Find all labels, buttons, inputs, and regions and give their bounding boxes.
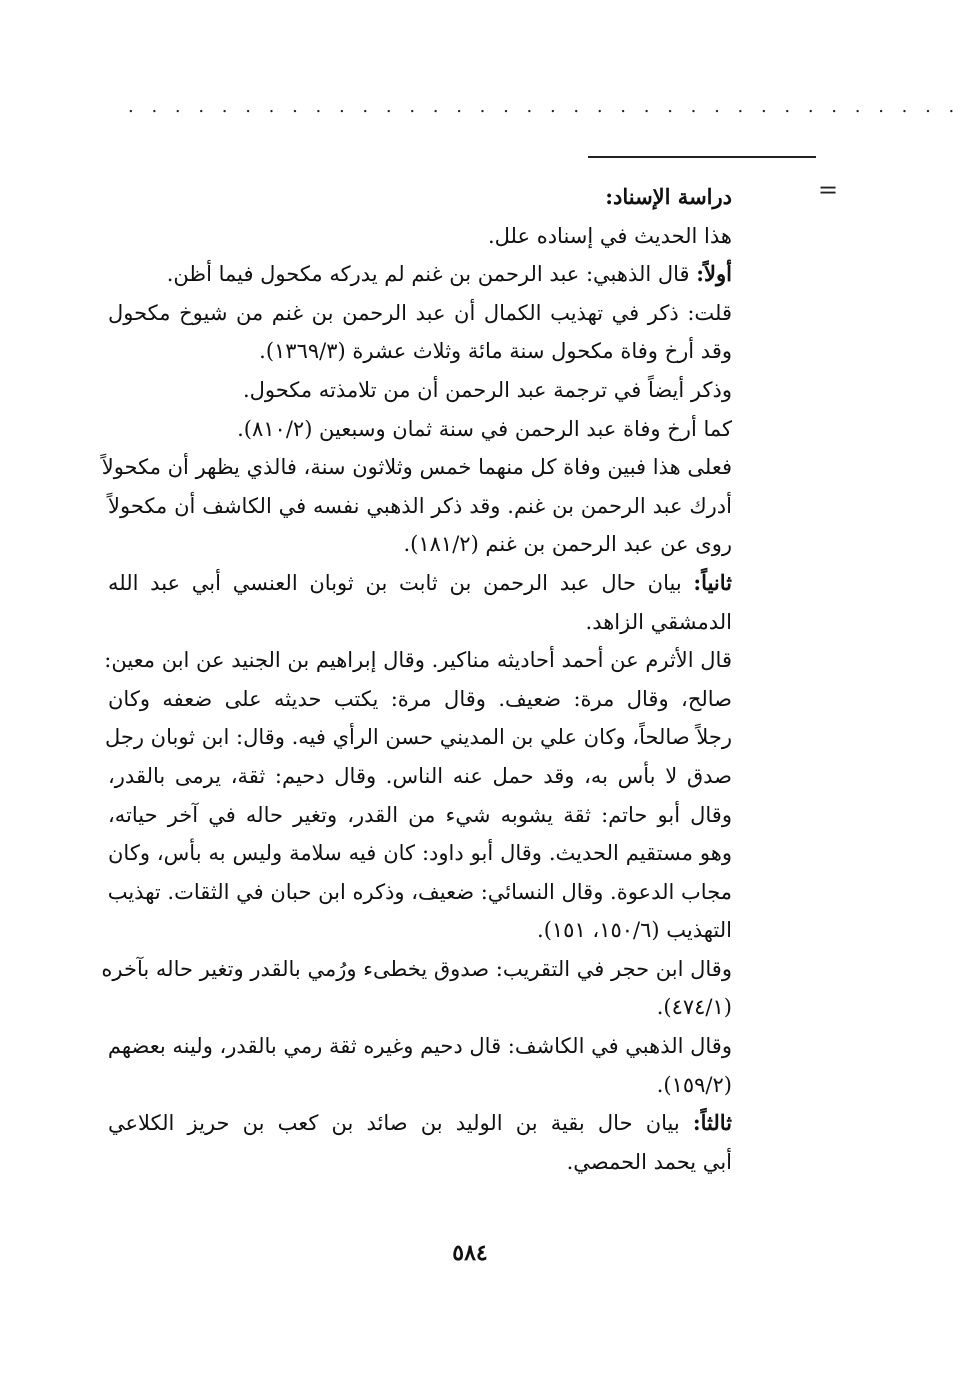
- section-heading: دراسة الإسناد:: [605, 184, 732, 209]
- text-line: [108, 217, 732, 256]
- text-line: [101, 950, 732, 989]
- line-text: هذا الحديث في إسناده علل.: [487, 223, 732, 248]
- margin-marker: =: [818, 176, 839, 204]
- line-text: وقد أرخ وفاة مكحول سنة مائة وثلاث عشرة (١٣٦٩/٣).: [259, 339, 732, 364]
- line-text: صالح، وقال مرة: ضعيف. وقال مرة: يكتب حديثه على ضعفه وكان: [108, 686, 732, 711]
- text-line: [108, 1027, 732, 1066]
- line-text: روى عن عبد الرحمن بن غنم (١٨١/٢).: [403, 532, 732, 557]
- line-text: فعلى هذا فبين وفاة كل منهما خمس وثلاثون سنة، فالذي يظهر أن مكحولاً: [101, 455, 732, 480]
- text-line: [108, 603, 732, 642]
- line-lead-label: ثالثاً:: [692, 1110, 732, 1136]
- text-line: [108, 332, 732, 371]
- page-number: ٥٨٤: [452, 1240, 488, 1266]
- line-text: وقال ابن حجر في التقريب: صدوق يخطىء ورُمي بالقدر وتغير حاله بآخره: [101, 956, 732, 981]
- line-text: وذكر أيضاً في ترجمة عبد الرحمن أن من تلامذته مكحول.: [242, 377, 732, 402]
- text-line: [108, 873, 732, 912]
- text-line: [108, 988, 732, 1027]
- text-line: [108, 1066, 732, 1105]
- line-text: مجاب الدعوة. وقال النسائي: ضعيف، وذكره ابن حبان في الثقات. تهذيب: [107, 879, 732, 904]
- line-text: قال الأثرم عن أحمد أحاديثه مناكير. وقال إبراهيم بن الجنيد عن ابن معين:: [104, 648, 732, 673]
- line-text: (٤٧٤/١).: [656, 995, 732, 1020]
- text-line: [108, 834, 732, 873]
- text-line: [108, 564, 732, 603]
- line-text: بيان حال بقية بن الوليد بن صائد بن كعب بن حريز الكلاعي: [108, 1111, 693, 1136]
- text-line: [104, 718, 732, 757]
- text-lines: [101, 217, 732, 1182]
- top-dotted-leader: . . . . . . . . . . . . . . . . . . . . . . . . . . . . . . . . . . . .: [128, 96, 960, 117]
- text-line: [108, 525, 732, 564]
- line-text: أبي يحمد الحمصي.: [566, 1149, 732, 1174]
- line-text: بيان حال عبد الرحمن بن ثابت بن ثوبان العنسي أبي عبد الله: [108, 570, 694, 595]
- line-text: (١٥٩/٢).: [656, 1072, 732, 1097]
- line-text: التهذيب (١٥٠/٦، ١٥١).: [537, 918, 732, 943]
- text-line: [108, 410, 732, 449]
- line-lead-label: ثانياً:: [693, 569, 732, 595]
- text-line: [108, 1104, 732, 1143]
- text-line: [108, 680, 732, 719]
- text-line: [108, 911, 732, 950]
- line-text: الدمشقي الزاهد.: [585, 609, 732, 634]
- text-line: [108, 371, 732, 410]
- line-lead-label: أولاً:: [696, 261, 732, 287]
- line-text: أدرك عبد الرحمن بن غنم. وقد ذكر الذهبي نفسه في الكاشف أن مكحولاً: [108, 493, 732, 518]
- line-text: قلت: ذكر في تهذيب الكمال أن عبد الرحمن بن غنم من شيوخ مكحول: [108, 300, 732, 325]
- line-text: وهو مستقيم الحديث. وقال أبو داود: كان فيه سلامة وليس به بأس، وكان: [108, 841, 732, 866]
- line-text: وقال أبو حاتم: ثقة يشوبه شيء من القدر، وتغير حاله في آخر حياته،: [108, 802, 732, 827]
- line-text: صدق لا بأس به، وقد حمل عنه الناس. وقال دحيم: ثقة، يرمى بالقدر،: [108, 763, 732, 788]
- footnote-separator-rule: [588, 156, 816, 158]
- line-text: كما أرخ وفاة عبد الرحمن في سنة ثمان وسبعين (٨١٠/٢).: [237, 416, 732, 441]
- text-line: [108, 1143, 732, 1182]
- line-text: رجلاً صالحاً، وكان علي بن المديني حسن الرأي فيه. وقال: ابن ثوبان رجل: [104, 725, 732, 750]
- text-line: [101, 448, 732, 487]
- text-line: [108, 255, 732, 294]
- text-line: [108, 487, 732, 526]
- body-text: [101, 178, 732, 1181]
- text-line: [108, 796, 732, 835]
- text-line: [108, 757, 732, 796]
- text-line: [104, 641, 732, 680]
- line-text: قال الذهبي: عبد الرحمن بن غنم لم يدركه مكحول فيما أظن.: [166, 262, 697, 287]
- line-text: وقال الذهبي في الكاشف: قال دحيم وغيره ثقة رمي بالقدر، ولينه بعضهم: [107, 1034, 732, 1059]
- text-line: [108, 294, 732, 333]
